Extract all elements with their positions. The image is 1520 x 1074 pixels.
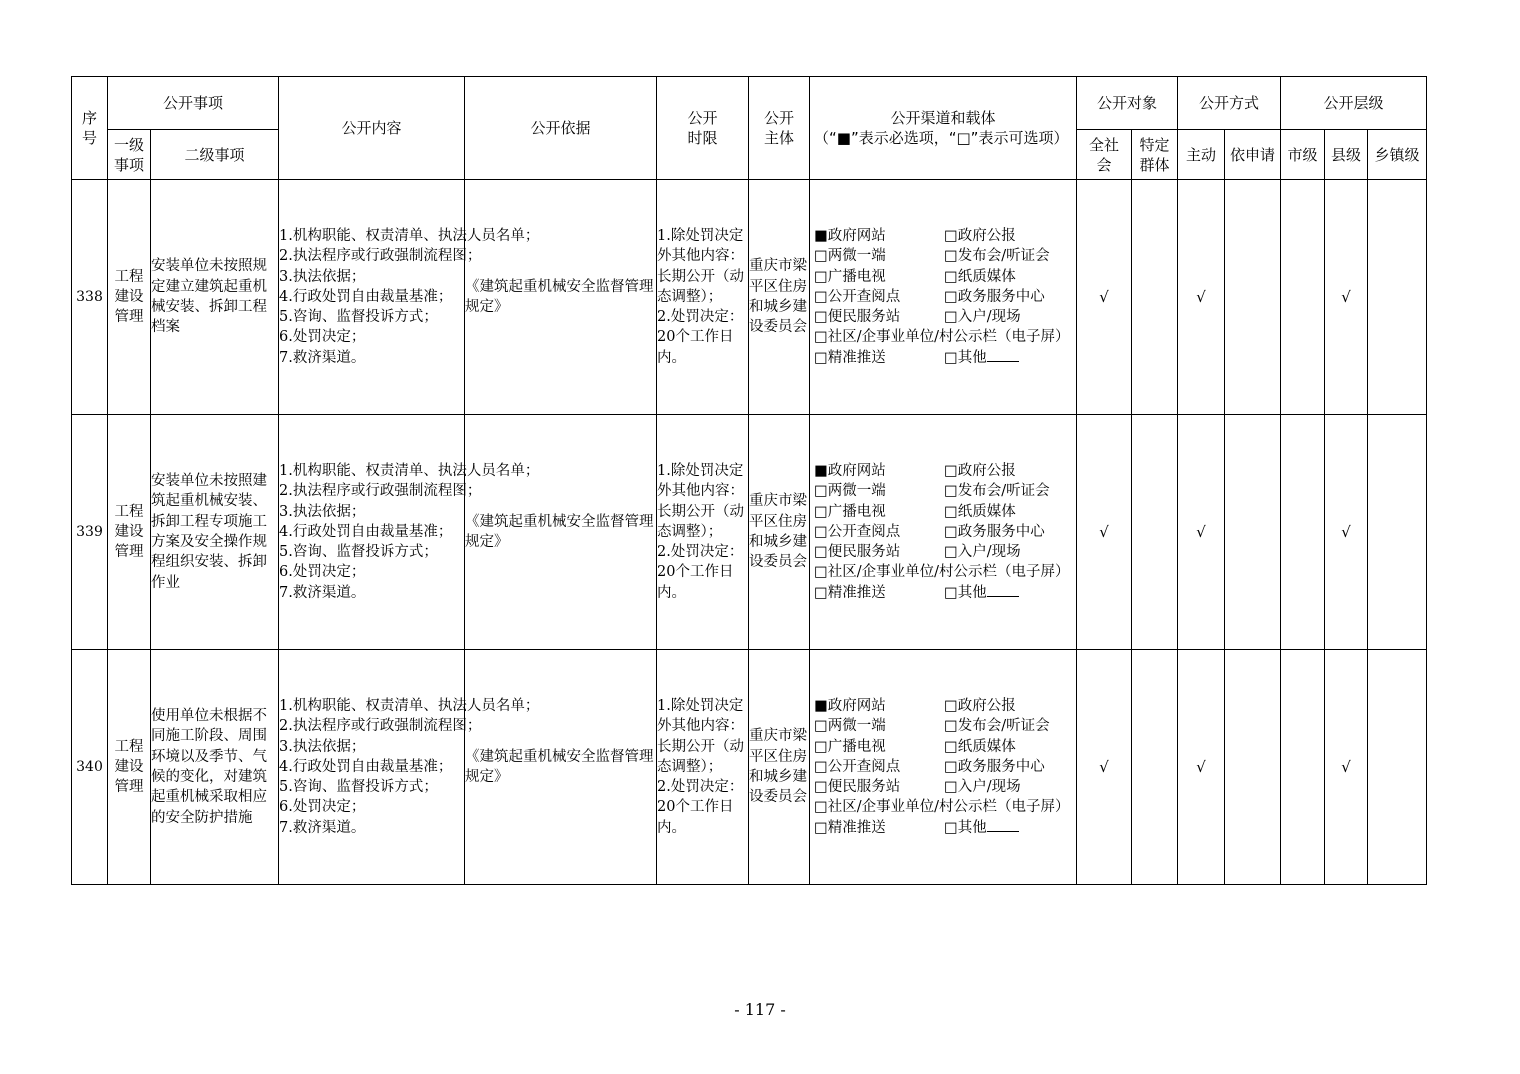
header-seq: 序号 xyxy=(72,77,108,180)
channel-option-wide: □社区/企事业单位/村公示栏（电子屏） xyxy=(814,329,1070,346)
row-channels xyxy=(810,650,1077,885)
channel-option: □公开查阅点 xyxy=(814,523,901,540)
channel-option: □纸质媒体 xyxy=(944,738,1016,755)
channel-option: □广播电视 xyxy=(814,738,886,755)
content-line: 6.处罚决定； xyxy=(279,799,366,816)
row-specific-group xyxy=(1132,415,1178,650)
content-line: 4.行政处罚自由裁量基准； xyxy=(279,758,453,775)
channel-option: □发布会/听证会 xyxy=(944,483,1050,500)
header-target: 公开对象 xyxy=(1077,77,1178,130)
channel-option: □两微一端 xyxy=(814,718,886,735)
content-line: 4.行政处罚自由裁量基准； xyxy=(279,288,453,305)
row-specific-group xyxy=(1132,180,1178,415)
fill-blank xyxy=(987,349,1019,362)
channel-option: □入户/现场 xyxy=(944,309,1021,326)
page-number: - 117 - xyxy=(734,1000,786,1019)
channel-option: □发布会/听证会 xyxy=(944,718,1050,735)
row-active: √ xyxy=(1178,180,1225,415)
content-line: 2.执法程序或行政强制流程图； xyxy=(279,483,482,500)
disclosure-table xyxy=(71,76,1427,885)
row-all-society: √ xyxy=(1077,415,1132,650)
header-channel-title: 公开渠道和载体 xyxy=(890,109,996,127)
content-line: 2.执法程序或行政强制流程图； xyxy=(279,718,482,735)
header-on-request: 依申请 xyxy=(1225,130,1281,180)
table-row xyxy=(72,180,1427,415)
header-active: 主动 xyxy=(1178,130,1225,180)
channel-option-wide: □社区/企事业单位/村公示栏（电子屏） xyxy=(814,799,1070,816)
row-specific-group xyxy=(1132,650,1178,885)
content-line: 6.处罚决定； xyxy=(279,564,366,581)
row-channels xyxy=(810,415,1077,650)
row-level1: 工程建设管理 xyxy=(108,650,151,885)
header-town: 乡镇级 xyxy=(1368,130,1427,180)
header-deadline: 公开时限 xyxy=(657,77,749,180)
channel-option: □政务服务中心 xyxy=(944,288,1045,305)
header-level: 公开层级 xyxy=(1281,77,1427,130)
content-line: 5.咨询、监督投诉方式； xyxy=(279,544,438,561)
channel-option: □政府公报 xyxy=(944,227,1016,244)
row-subject: 重庆市梁平区住房和城乡建设委员会 xyxy=(749,180,810,415)
channel-option: □政府公报 xyxy=(944,697,1016,714)
header-subject: 公开主体 xyxy=(749,77,810,180)
content-line: 3.执法依据； xyxy=(279,738,366,755)
fill-blank xyxy=(987,584,1019,597)
row-active: √ xyxy=(1178,415,1225,650)
header-method: 公开方式 xyxy=(1178,77,1281,130)
row-seq: 340 xyxy=(72,650,108,885)
row-seq: 338 xyxy=(72,180,108,415)
row-basis: 《建筑起重机械安全监督管理规定》 xyxy=(465,415,657,650)
channel-option: ■政府网站 xyxy=(814,462,886,479)
row-town xyxy=(1368,415,1427,650)
channel-option: □公开查阅点 xyxy=(814,758,901,775)
row-county: √ xyxy=(1325,650,1368,885)
channel-option-other: □其他 xyxy=(944,348,1072,368)
deadline-line: 1.除处罚决定外其他内容：长期公开（动态调整）； xyxy=(657,227,745,305)
channel-option: □公开查阅点 xyxy=(814,288,901,305)
channel-option: ■政府网站 xyxy=(814,697,886,714)
row-subject: 重庆市梁平区住房和城乡建设委员会 xyxy=(749,650,810,885)
fill-blank xyxy=(987,819,1019,832)
channel-option: □广播电视 xyxy=(814,268,886,285)
channel-option: □入户/现场 xyxy=(944,544,1021,561)
channel-option: □政务服务中心 xyxy=(944,758,1045,775)
header-channel xyxy=(810,77,1077,180)
content-line: 1.机构职能、权责清单、执法人员名单； xyxy=(279,697,540,714)
deadline-line: 1.除处罚决定外其他内容：长期公开（动态调整）； xyxy=(657,697,745,775)
row-county: √ xyxy=(1325,415,1368,650)
content-line: 7.救济渠道。 xyxy=(279,819,366,836)
channel-option: □政务服务中心 xyxy=(944,523,1045,540)
content-line: 3.执法依据； xyxy=(279,503,366,520)
channel-option-wide: □社区/企事业单位/村公示栏（电子屏） xyxy=(814,564,1070,581)
header-level1: 一级事项 xyxy=(108,130,151,180)
channel-option: □精准推送 xyxy=(814,349,886,366)
row-on-request xyxy=(1225,415,1281,650)
channel-option: □精准推送 xyxy=(814,584,886,601)
channel-option: □便民服务站 xyxy=(814,544,901,561)
content-line: 1.机构职能、权责清单、执法人员名单； xyxy=(279,227,540,244)
header-content: 公开内容 xyxy=(279,77,465,180)
header-city: 市级 xyxy=(1281,130,1325,180)
header-all-society: 全社会 xyxy=(1077,130,1132,180)
row-city xyxy=(1281,180,1325,415)
content-line: 7.救济渠道。 xyxy=(279,584,366,601)
header-level2: 二级事项 xyxy=(151,130,279,180)
row-basis: 《建筑起重机械安全监督管理规定》 xyxy=(465,650,657,885)
row-city xyxy=(1281,415,1325,650)
row-subject: 重庆市梁平区住房和城乡建设委员会 xyxy=(749,415,810,650)
row-channels xyxy=(810,180,1077,415)
channel-option: □两微一端 xyxy=(814,248,886,265)
row-all-society: √ xyxy=(1077,650,1132,885)
content-line: 5.咨询、监督投诉方式； xyxy=(279,309,438,326)
content-line: 1.机构职能、权责清单、执法人员名单； xyxy=(279,462,540,479)
channel-option: □纸质媒体 xyxy=(944,268,1016,285)
content-line: 2.执法程序或行政强制流程图； xyxy=(279,248,482,265)
channel-option: □广播电视 xyxy=(814,503,886,520)
row-content xyxy=(279,650,540,885)
row-deadline xyxy=(657,415,749,650)
row-on-request xyxy=(1225,180,1281,415)
channel-option-other: □其他 xyxy=(944,818,1072,838)
channel-option-other: □其他 xyxy=(944,583,1072,603)
row-active: √ xyxy=(1178,650,1225,885)
row-level1: 工程建设管理 xyxy=(108,415,151,650)
row-content xyxy=(279,180,540,415)
channel-option: □精准推送 xyxy=(814,819,886,836)
row-deadline xyxy=(657,180,749,415)
channel-option: □入户/现场 xyxy=(944,779,1021,796)
channel-option: □纸质媒体 xyxy=(944,503,1016,520)
channel-option: □政府公报 xyxy=(944,462,1016,479)
header-specific-group: 特定群体 xyxy=(1132,130,1178,180)
channel-option: □便民服务站 xyxy=(814,309,901,326)
header-item: 公开事项 xyxy=(108,77,279,130)
row-on-request xyxy=(1225,650,1281,885)
content-line: 6.处罚决定； xyxy=(279,329,366,346)
deadline-line: 2.处罚决定：20个工作日内。 xyxy=(657,779,744,836)
deadline-line: 1.除处罚决定外其他内容：长期公开（动态调整）； xyxy=(657,462,745,540)
content-line: 7.救济渠道。 xyxy=(279,349,366,366)
table-row xyxy=(72,650,1427,885)
content-line: 5.咨询、监督投诉方式； xyxy=(279,779,438,796)
content-line: 3.执法依据； xyxy=(279,268,366,285)
row-level2: 安装单位未按照建筑起重机械安装、拆卸工程专项施工方案及安全操作规程组织安装、拆卸作业 xyxy=(151,415,279,650)
channel-option: ■政府网站 xyxy=(814,227,886,244)
row-level2: 安装单位未按照规定建立建筑起重机械安装、拆卸工程档案 xyxy=(151,180,279,415)
deadline-line: 2.处罚决定：20个工作日内。 xyxy=(657,544,744,601)
row-city xyxy=(1281,650,1325,885)
row-all-society: √ xyxy=(1077,180,1132,415)
row-deadline xyxy=(657,650,749,885)
row-county: √ xyxy=(1325,180,1368,415)
row-level2: 使用单位未根据不同施工阶段、周围环境以及季节、气候的变化，对建筑起重机械采取相应的安全防护措施 xyxy=(151,650,279,885)
channel-option: □便民服务站 xyxy=(814,779,901,796)
row-town xyxy=(1368,180,1427,415)
header-basis: 公开依据 xyxy=(465,77,657,180)
row-town xyxy=(1368,650,1427,885)
header-county: 县级 xyxy=(1325,130,1368,180)
row-content xyxy=(279,415,540,650)
channel-option: □两微一端 xyxy=(814,483,886,500)
channel-option: □发布会/听证会 xyxy=(944,248,1050,265)
header-channel-note: （“■”表示必选项，“□”表示可选项） xyxy=(814,129,1069,147)
content-line: 4.行政处罚自由裁量基准； xyxy=(279,523,453,540)
row-level1: 工程建设管理 xyxy=(108,180,151,415)
deadline-line: 2.处罚决定：20个工作日内。 xyxy=(657,309,744,366)
table-row xyxy=(72,415,1427,650)
row-basis: 《建筑起重机械安全监督管理规定》 xyxy=(465,180,657,415)
row-seq: 339 xyxy=(72,415,108,650)
